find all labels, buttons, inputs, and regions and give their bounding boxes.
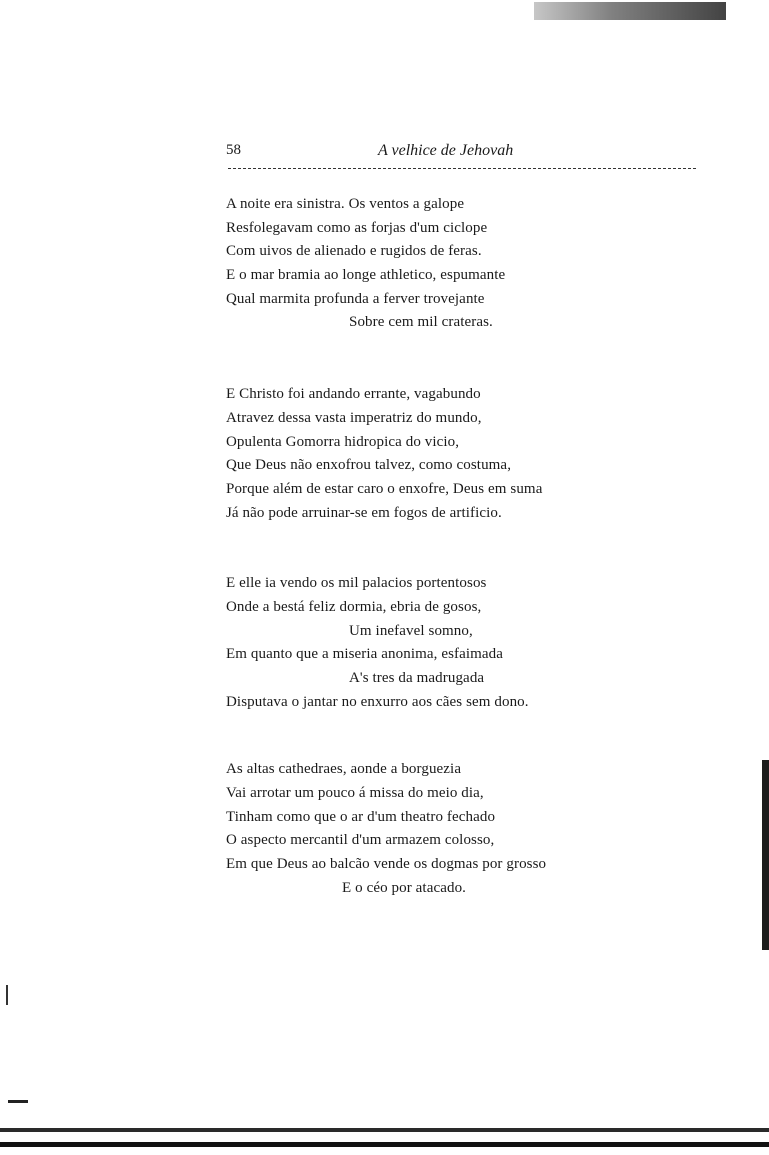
verse-line: Em que Deus ao balcão vende os dogmas por grosso [226, 856, 547, 873]
verse-line: Disputava o jantar no enxurro aos cães sem dono. [226, 693, 529, 710]
verse-line: As altas cathedraes, aonde a borguezia [226, 761, 462, 778]
stanza-4 [226, 758, 696, 900]
verse-line: Atravez dessa vasta imperatriz do mundo, [226, 409, 482, 426]
verse-line: Vai arrotar um pouco á missa do meio dia, [226, 785, 484, 802]
verse-line: Tinham como que o ar d'um theatro fechado [226, 808, 496, 825]
verse-line: Onde a bestá feliz dormia, ebria de gosos, [226, 598, 482, 615]
verse-line: E o céo por atacado. [342, 879, 467, 896]
verse-line: Opulenta Gomorra hidropica do vicio, [226, 433, 460, 450]
verse-line: Um inefavel somno, [349, 622, 473, 639]
verse-line: A's tres da madrugada [349, 670, 485, 686]
scan-artifact-bottom-bar [0, 1142, 769, 1147]
verse-line: A noite era sinistra. Os ventos a galope [226, 196, 465, 212]
verse-line: Com uivos de alienado e rugidos de feras. [226, 243, 482, 260]
verse-line: E Christo foi andando errante, vagabundo [226, 386, 481, 403]
verse-line: Resfolegavam como as forjas d'um ciclope [226, 219, 488, 236]
scan-artifact-bottom-line [0, 1128, 769, 1132]
scan-artifact-bottom-left [8, 1100, 28, 1103]
verse-line: Qual marmita profunda a ferver trovejante [226, 290, 485, 307]
stanza-3 [226, 572, 696, 714]
verse-line: Sobre cem mil crateras. [349, 314, 493, 331]
poem [226, 193, 696, 949]
scan-artifact-left-mark [6, 985, 8, 1005]
stanza-1 [226, 193, 696, 335]
verse-line: O aspecto mercantil d'um armazem colosso, [226, 832, 495, 849]
verse-line: E elle ia vendo os mil palacios portentosos [226, 575, 487, 592]
stanza-2 [226, 383, 696, 525]
header-rule [228, 168, 696, 169]
scan-artifact-top [534, 2, 726, 20]
verse-line: Que Deus não enxofrou talvez, como costuma, [226, 457, 512, 474]
running-title: A velhice de Jehovah [378, 142, 514, 159]
verse-line: Já não pode arruinar-se em fogos de artificio. [226, 504, 502, 521]
verse-line: Em quanto que a miseria anonima, esfaimada [226, 646, 504, 663]
verse-line: Porque além de estar caro o enxofre, Deus em suma [226, 480, 543, 497]
scan-artifact-right-edge [762, 760, 769, 950]
verse-line: E o mar bramia ao longe athletico, espumante [226, 267, 506, 284]
page-number: 58 [226, 142, 241, 158]
page-header [226, 140, 694, 170]
